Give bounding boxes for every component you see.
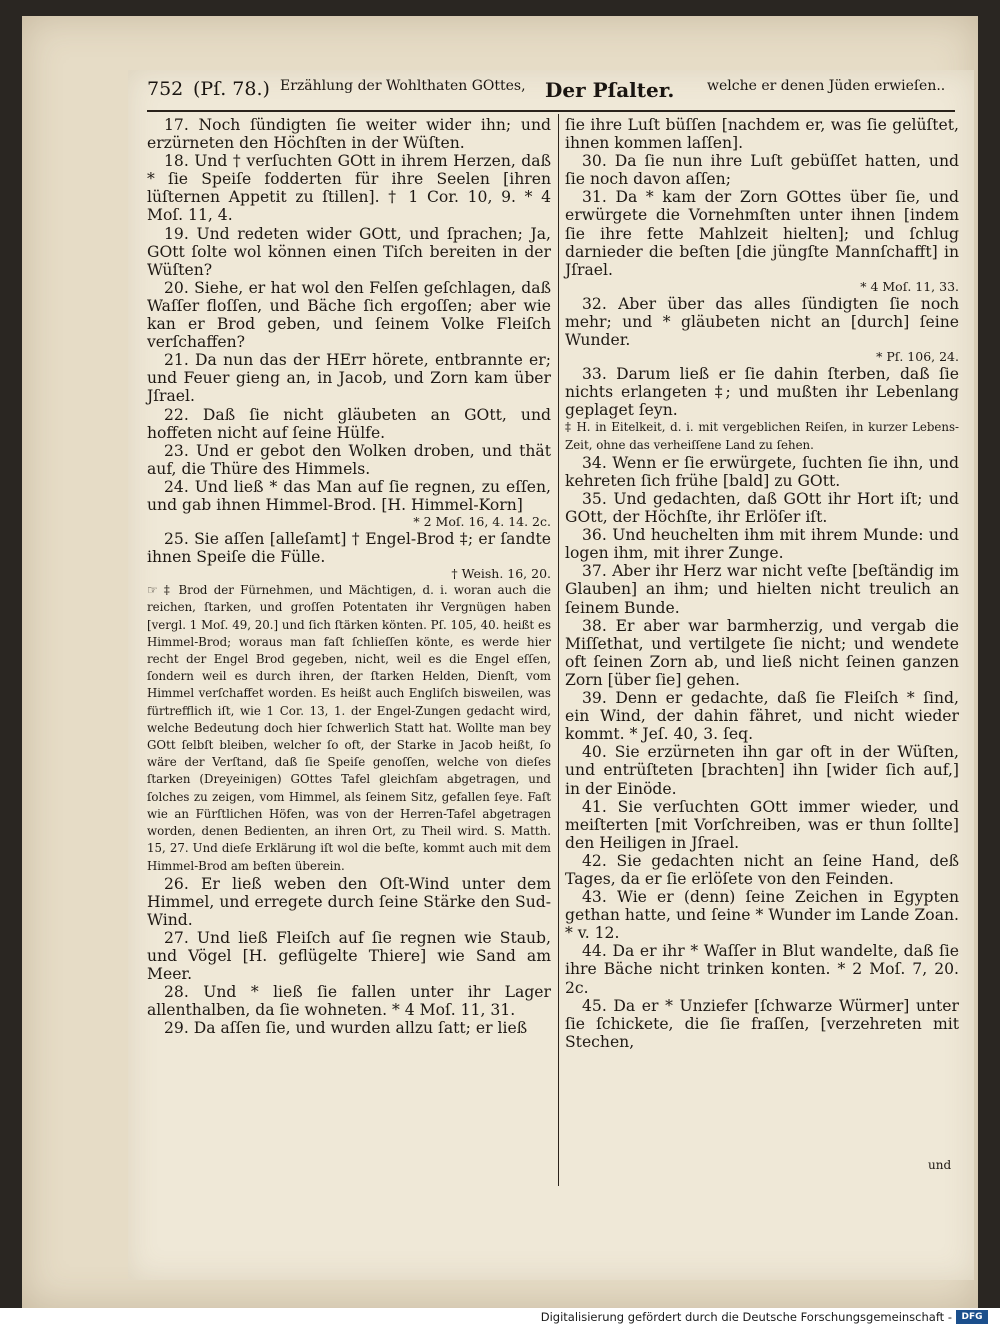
psalm-reference: (Pſ. 78.)	[193, 78, 270, 100]
verse-18: 18. Und † verſuchten GOtt in ihrem Herzen, daß * ſie Speiſe fodderten für ihre Seelen [ihren lüſternen Appetit zu ſtillen]. † 1 Cor. 10, 9. * 4 Moſ. 11, 4.	[147, 152, 551, 225]
cross-reference-31: * 4 Moſ. 11, 33.	[860, 278, 959, 294]
commentary-note: ☞ ‡ Brod der Fürnehmen, und Mächtigen, d. i. woran auch die reichen, ſtarken, und groſſen Potentaten ihr Vergnügen haben [vergl. 1 Moſ. 49, 20.] und ſich ſtärken könten. Pſ. 105, 40. heißt es Himmel-Brod; woraus man faſt ſchlieſſen könte, es werde hier recht der Engel Brod gegeben, nicht, weil es die Engel eſſen, ſondern weil es durch ihren, der ſtarken Helden, Dienſt, vom Himmel verſchaffet worden. Es heißt auch Engliſch bisweilen, was fürtrefflich iſt, wie 1 Cor. 13, 1. der Engel-Zungen gedacht wird, welche Bedeutung doch hier ſchwerlich Statt hat. Wollte man bey GOtt ſelbſt bleiben, welcher ſo oft, der Starke in Jacob heißt, ſo wäre der Verſtand, daß ſie Speiſe genoſſen, welche von dieſes ſtarken (Dreyeinigen) GOttes Tafel gleichſam abgetragen, und ſolches zu zeigen, vom Himmel, als ſeinem Sitz, gefallen ſeye. Faſt wie an Fürſtlichen Höfen, was von der Herren-Tafel abgetragen worden, denen Bedienten, an ihren Ort, zu Theil wird. S. Matth. 15, 27. Und dieſe Erklärung iſt wol die beſte, kommt auch mit dem Himmel-Brod am beſten überein.	[147, 583, 551, 873]
page-number: 752	[147, 78, 184, 100]
verse-34: 34. Wenn er ſie erwürgete, ſuchten ſie ihn, und kehreten ſich frühe [bald] zu GOtt.	[565, 453, 959, 490]
verse-37: 37. Aber ihr Herz war nicht veſte [beſtändig im Glauben] an ihm; und hielten nicht treulich an ſeinem Bunde.	[565, 562, 959, 617]
verse-22: 22. Daß ſie nicht gläubeten an GOtt, und hoffeten nicht auf ſeine Hülfe.	[147, 405, 551, 442]
verse-27: 27. Und ließ Fleiſch auf ſie regnen wie Staub, und Vögel [H. geflügelte Thiere] wie Sand am Meer.	[147, 928, 551, 984]
footer-bar	[0, 1308, 1000, 1327]
header-rule	[147, 110, 955, 112]
column-divider	[558, 114, 559, 1186]
cross-reference-25: † Weish. 16, 20.	[451, 566, 551, 582]
left-column	[147, 116, 551, 1038]
verse-29-continued: ſie ihre Luſt büſſen [nachdem er, was ſie gelüſtet, ihnen kommen laſſen].	[565, 116, 959, 153]
verse-39: 39. Denn er gedachte, daß ſie Fleiſch * ſind, ein Wind, der dahin fähret, und nicht wieder kommt. * Jeſ. 40, 3. ſeq.	[565, 689, 959, 744]
running-head: welche er denen Jüden erwieſen..	[707, 78, 946, 94]
verse-40: 40. Sie erzürneten ihn gar oft in der Wüſten, und entrüſteten [brachten] ihn [wider ſich auf,] in der Einöde.	[565, 743, 959, 798]
verse-29: 29. Da aſſen ſie, und wurden allzu ſatt; er ließ	[164, 1019, 528, 1038]
cross-reference-24: * 2 Moſ. 16, 4. 14. 2c.	[413, 514, 551, 530]
verse-30: 30. Da ſie nun ihre Luſt gebüſſet hatten, und ſie noch davon aſſen;	[565, 152, 959, 189]
verse-17: 17. Noch ſündigten ſie weiter wider ihn; und erzürneten den Höchſten in der Wüſten.	[147, 116, 551, 153]
book-title: Der Pſalter.	[545, 78, 675, 102]
verse-43: 43. Wie er (denn) ſeine Zeichen in Egypten gethan hatte, und ſeine * Wunder im Lande Zoan. * v. 12.	[565, 888, 959, 943]
verse-41: 41. Sie verſuchten GOtt immer wieder, und meiſterten [mit Vorſchreiben, was er thun ſollte] den Heiligen in Jſrael.	[565, 797, 959, 852]
verse-20: 20. Siehe, er hat wol den Felſen geſchlagen, daß Waſſer floſſen, und Bäche ſich ergoſſen; aber wie kan er Brod geben, und ſeinem Volke Fleiſch verſchaffen?	[147, 278, 551, 352]
verse-28: 28. Und * ließ ſie fallen unter ihr Lager allenthalben, da ſie wohneten. * 4 Moſ. 11, 31.	[147, 983, 551, 1020]
page-header	[147, 78, 957, 108]
verse-32: 32. Aber über das alles ſündigten ſie noch mehr; und * gläubeten nicht an [durch] ſeine Wunder.	[565, 294, 959, 350]
verse-36: 36. Und heuchelten ihm mit ihrem Munde: und logen ihm, mit ihrer Zunge.	[565, 526, 959, 563]
verse-23: 23. Und er gebot den Wolken droben, und thät auf, die Thüre des Himmels.	[147, 441, 551, 478]
dfg-logo: DFG	[956, 1310, 988, 1324]
verse-38: 38. Er aber war barmherzig, und vergab die Miſſethat, und vertilgete ſie nicht; und wendete oft ſeinen Zorn ab, und ließ nicht ſeinen ganzen Zorn [über ſie] gehen.	[565, 616, 959, 689]
funding-credit: Digitalisierung gefördert durch die Deutsche Forschungsgemeinschaft -	[540, 1310, 952, 1324]
verse-21: 21. Da nun das der HErr hörete, entbrannte er; und Feuer gieng an, in Jacob, und Zorn kam über Jſrael.	[147, 351, 551, 406]
cross-reference-32: * Pſ. 106, 24.	[876, 349, 959, 365]
verse-45: 45. Da er * Unziefer [ſchwarze Würmer] unter ſie ſchickete, die ſie fraſſen, [verzehreten mit Stechen,	[565, 996, 959, 1051]
verse-35: 35. Und gedachten, daß GOtt ihr Hort iſt; und GOtt, der Höchſte, ihr Erlöſer iſt.	[565, 490, 959, 527]
catchword: und	[928, 1158, 952, 1172]
verse-19: 19. Und redeten wider GOtt, und ſprachen; Ja, GOtt ſolte wol können einen Tiſch bereiten in der Wüſten?	[147, 224, 551, 279]
verse-42: 42. Sie gedachten nicht an ſeine Hand, deß Tages, da er ſie erlöſete von den Feinden.	[565, 851, 959, 888]
verse-33: 33. Darum ließ er ſie dahin ſterben, daß ſie nichts erlangeten ‡; und mußten ihr Lebenlang geplaget ſeyn.	[565, 365, 959, 420]
verse-44: 44. Da er ihr * Waſſer in Blut wandelte, daß ſie ihre Bäche nicht trinken konten. * 2 Moſ. 7, 20. 2c.	[565, 942, 959, 997]
verse-25: 25. Sie aſſen [alleſamt] † Engel-Brod ‡; er ſandte ihnen Speiſe die Fülle.	[147, 530, 551, 567]
verse-24: 24. Und ließ * das Man auf ſie regnen, zu eſſen, und gab ihnen Himmel-Brod. [H. Himmel-Korn]	[147, 477, 551, 514]
verse-31: 31. Da * kam der Zorn GOttes über ſie, und erwürgete die Vornehmſten unter ihnen [indem ſie ihre fette Mahlzeit hielten]; und ſchlug darnieder die beſten [die jüngſte Mannſchafft] in Jſrael.	[565, 188, 959, 279]
right-column	[565, 116, 959, 1051]
footnote-33: ‡ H. in Eitelkeit, d. i. mit vergeblichen Reiſen, in kurzer Lebens-Zeit, ohne das verheiſſene Land zu ſehen.	[565, 420, 959, 452]
verse-26: 26. Er ließ weben den Oſt-Wind unter dem Himmel, und erregete durch ſeine Stärke den Sud-Wind.	[147, 874, 551, 929]
header-topic: Erzählung der Wohlthaten GOttes,	[280, 78, 526, 94]
